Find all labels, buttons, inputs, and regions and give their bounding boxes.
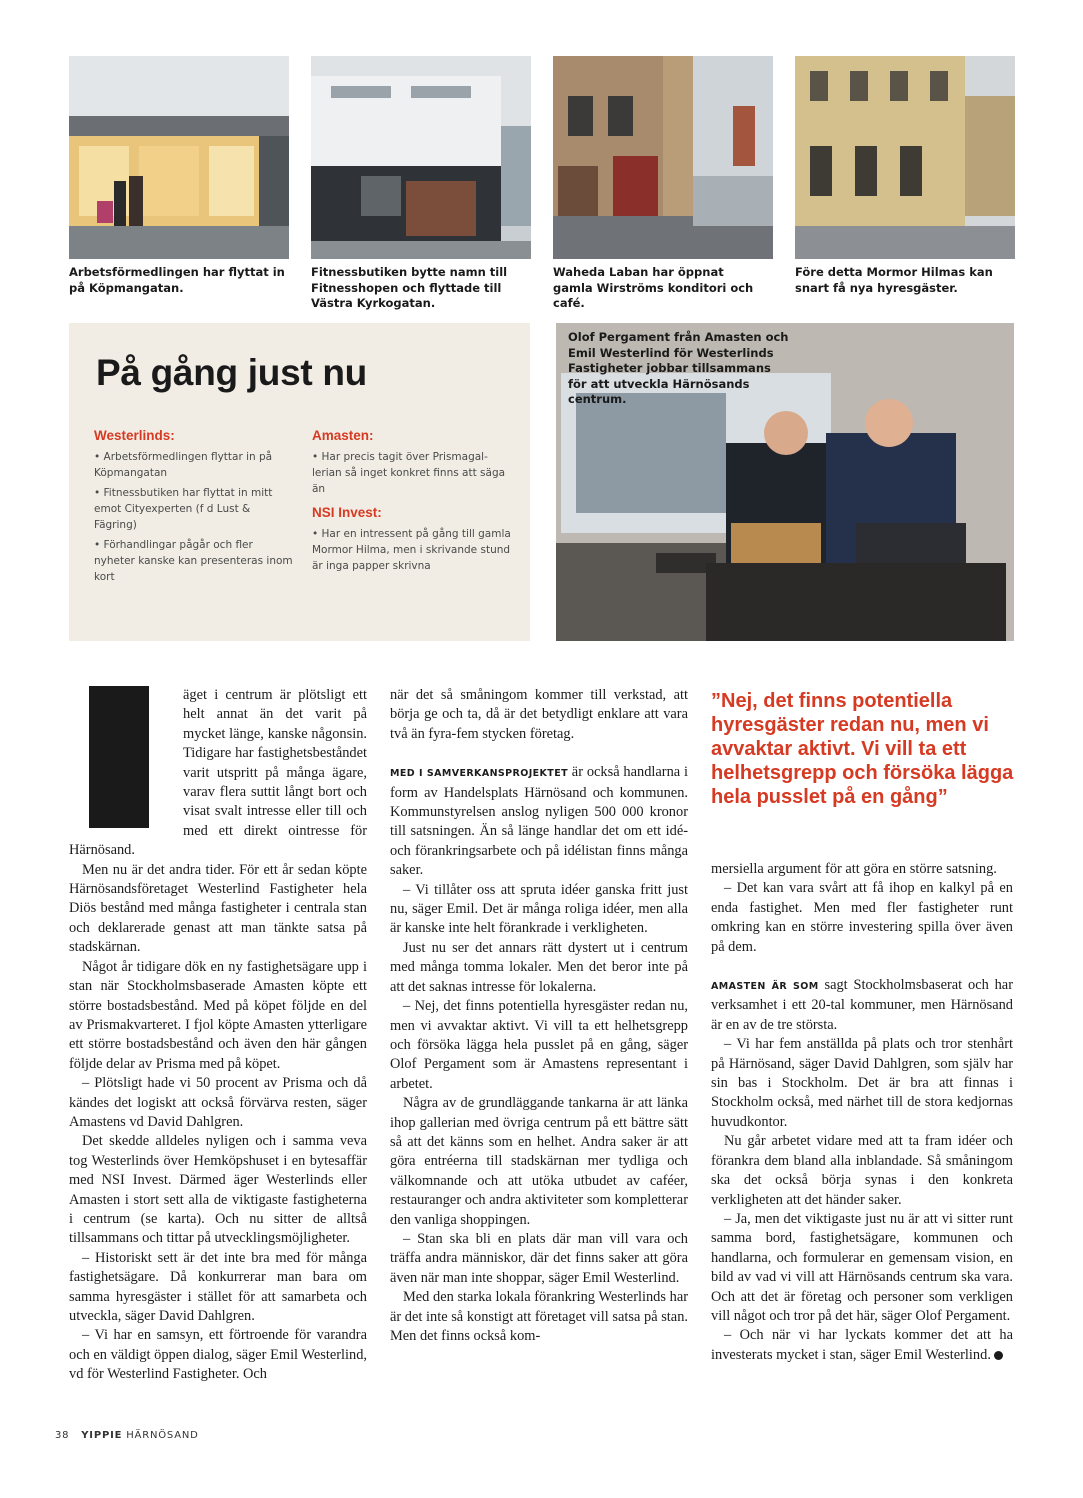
article-paragraph: Just nu ser det annars rätt dystert ut i centrum med många tomma lokaler. Men det beror inte på att det saknas intresse för lokalerna.	[390, 939, 688, 995]
nsi-item: • Har en intressent på gång till gamla Mormor Hilma, men i skrivande stund är inga papper skrivna	[312, 528, 511, 572]
amasten-heading: Amasten:	[312, 428, 374, 443]
article-paragraph: mersiella argument för att göra en större satsning.	[711, 861, 997, 877]
westerlinds-item: • Arbetsförmedlingen flyttar in på Köpmangatan	[94, 451, 273, 479]
photo-mormor-hilmas	[795, 56, 1015, 259]
article-paragraph: Något år tidigare dök en ny fastighetsägare upp i stan när Stockholmsbaserade Amasten köpte ett större bostadsbestånd. Med på köpet följde en del av Prismakvarteret. I fjol köpte Amasten ytterligare ett större bostadsbestånd och även den här gången följde delar av Prisma med på köpet.	[69, 958, 367, 1072]
article-paragraph: – Vi tillåter oss att spruta idéer ganska fritt just nu, säger Emil. Det är många roliga idéer, men alla är kanske inte helt förankrade i verkligheten.	[390, 881, 688, 937]
article-paragraph: när det så småningom kommer till verkstad, att börja ge och ta, då är det betydligt enklare att vara två än fyra-fem stycken företag.	[390, 687, 688, 742]
photo-arbetsformedlingen	[69, 56, 289, 259]
end-mark-icon	[994, 1351, 1003, 1360]
article-paragraph-last	[711, 1326, 1013, 1365]
article-paragraph-lead	[711, 976, 1013, 1035]
article-column-3	[711, 860, 1013, 1365]
article-paragraph: Det skedde alldeles nyligen och i samma veva tog Westerlinds över Hemköpshuset i en bytesaffär med NSI Invest. Därmed äger Westerlinds eller Amasten i stort sett alla de viktigaste fastigheterna i centrum (se karta). Och nu sitter de alltså tillsammans och tittar på utvecklingsmöjligheter.	[69, 1133, 367, 1247]
sidebar-amasten	[312, 428, 512, 578]
article-paragraph: Nu går arbetet vidare med att ta fram idéer och förankra dem bland alla inblandade. Så småningom ska det också börja synas i den konkreta verkligheten att det händer saker.	[711, 1133, 1013, 1208]
sidebar-title: På gång just nu	[96, 352, 367, 393]
article-paragraph: Några av de grundläggande tankarna är att länka ihop gallerian med övriga centrum på ett bättre sätt så att det känns som en helhet. Andra saker är att göra entréerna till stadskärnan mer tydliga och välkomnande och att utöka utbudet av caféer, restauranger och andra aktiviteter som kompletterar den vanliga shoppingen.	[390, 1095, 688, 1228]
caption-fitnesshopen: Fitnessbutiken bytte namn till Fitnesshopen och flyttade till Västra Kyrkogatan.	[311, 265, 508, 310]
lead-in: MED I SAMVERKANSPROJEKTET	[390, 768, 568, 780]
article-paragraph: – Historiskt sett är det inte bra med för många fastighetsägare. Då konkurrerar man bara om samma hyresgäster i stället för att samarbeta och utveckla, säger David Dahlgren.	[69, 1249, 367, 1324]
article-paragraph: – Det kan vara svårt att få ihop en kalkyl på en enda fastighet. Men med fler fastigheter runt omkring kan en större investering spilla över även på dem.	[711, 880, 1013, 955]
article-paragraph: – Nej, det finns potentiella hyresgäster redan nu, men vi avvaktar aktivt. Vi vill ta ett helhetsgrepp och försöka lägga hela pusslet på en gång, säger Olof Pergament som är Amastens representant i arbetet.	[390, 998, 688, 1092]
lead-in-rest: är också handlarna i form av Handelsplats Härnösand och kommunen. Kommunstyrelsen anslog nyligen 500 000 kronor till satsningen. Än så länge handlar det om ett idé- och förankringsarbete och på idélistan finns många saker.	[390, 764, 688, 879]
article-paragraph: Med den starka lokala förankring Westerlinds har är det inte så konstigt att företaget vill satsa på stan. Men det finns också kom-	[390, 1289, 688, 1344]
lead-in: AMASTEN ÄR SOM	[711, 981, 819, 993]
westerlinds-item: • Förhandlingar pågår och fler nyheter kanske kan presenteras inom kort	[94, 539, 293, 583]
article-closing-text: – Och när vi har lyckats kommer det att ha investerats mycket i stan, säger Emil Westerlind.	[711, 1327, 1013, 1363]
photo-fitnesshopen	[311, 56, 531, 259]
westerlinds-item: • Fitnessbutiken har flyttat in mitt emot Cityexperten (f d Lust & Fägring)	[94, 487, 273, 531]
photo-wirstroms-konditori	[553, 56, 773, 259]
article-paragraph: äget i centrum är plötsligt ett helt annat än det varit på mycket länge, kanske någonsin. Tidigare har fastighetsbeståndet varit utspritt på många ägare, varav flera suttit långt bort och visat svalt intresse eller till och med ett direkt ointresse för Härnösand.	[69, 687, 367, 859]
westerlinds-heading: Westerlinds:	[94, 428, 175, 443]
lead-in-rest: sagt Stockholmsbaserat och har verksamhet i ett 20-tal kommuner, men Härnösand är en av de tre största.	[711, 977, 1013, 1033]
caption-wirstroms: Waheda Laban har öppnat gamla Wirströms konditori och café.	[553, 265, 754, 310]
article-paragraph: Men nu är det andra tider. För ett år sedan köpte Härnösandsföretaget Westerlind Fastigheter hela Diös bestånd med många fastigheter i centrala stan och deklarerade genast att man tänkte satsa på stadskärnan.	[69, 861, 367, 956]
article-paragraph: – Ja, men det viktigaste just nu är att vi sitter runt samma bord, fastighetsägare, kommunen och handlarna, och formulerar en gemensam vision, en bild av vad vi vill att Härnösands centrum ska vara. Och att det är företag och personer som verkligen vill något och tror på det här, säger Olof Pergament.	[711, 1210, 1013, 1324]
sidebar-pa-gang	[69, 323, 530, 641]
sidebar-westerlinds	[94, 428, 294, 589]
article-column-1	[69, 686, 367, 1385]
caption-mormor-hilmas: Före detta Mormor Hilmas kan snart få nya hyresgäster.	[795, 265, 993, 295]
section-name: HÄRNÖSAND	[126, 1430, 199, 1441]
magazine-name: YIPPIE	[81, 1430, 123, 1441]
nsi-heading: NSI Invest:	[312, 505, 382, 520]
article-paragraph: – Vi har fem anställda på plats och tror stenhårt på Härnösand, säger David Dahlgren, som själv har sin bas i Stockholm. Det är bra att finnas i Stockholm också, med närhet till de stora kedjornas huvudkontor.	[711, 1036, 1013, 1130]
caption-arbetsformedlingen: Arbetsförmedlingen har flyttat in på Köpmangatan.	[69, 265, 285, 295]
page-number: 38	[55, 1430, 70, 1441]
pull-quote: ”Nej, det finns potentiella hyresgäster redan nu, men vi avvaktar aktivt. Vi vill ta ett helhetsgrepp och försöka lägga hela pusslet på en gång”	[711, 690, 1014, 808]
amasten-item: • Har precis tagit över Prismagal-lerian så inget konkret finns att säga än	[312, 451, 506, 495]
article-column-2	[390, 686, 688, 1346]
article-paragraph-lead	[390, 763, 688, 880]
dropcap-letter-l	[89, 686, 149, 828]
article-paragraph: – Stan ska bli en plats där man vill vara och träffa andra människor, där det finns saker att göra även när man inte shoppar, säger Emil Westerlind.	[390, 1230, 688, 1286]
page-footer	[55, 1430, 199, 1441]
article-paragraph: – Plötsligt hade vi 50 procent av Prisma och då kändes det logiskt att också förvärva resten, säger Amastens vd David Dahlgren.	[69, 1075, 367, 1130]
article-paragraph: – Vi har en samsyn, ett förtroende för varandra och en väldigt öppen dialog, säger Emil Westerlind, vd för Westerlind Fastigheter. Och	[69, 1327, 367, 1383]
photo-caption-pergament: Olof Pergament från Amasten och Emil Westerlind för Westerlinds Fastigheter jobbar tillsammans för att utveckla Härnösands centrum.	[568, 330, 789, 406]
